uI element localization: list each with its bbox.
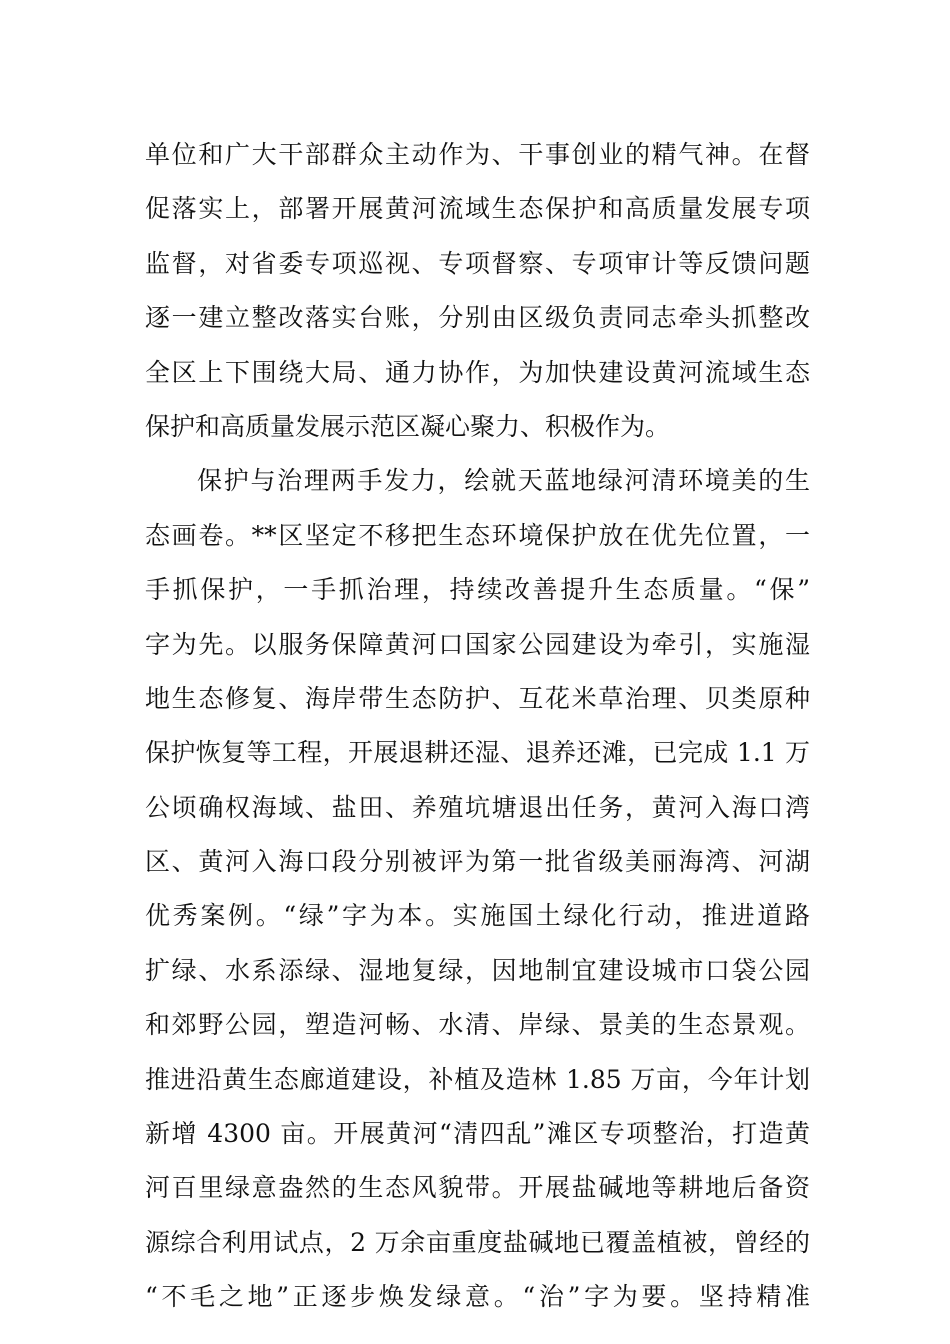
body-text — [145, 128, 810, 1325]
text-line: 态画卷。**区坚定不移把生态环境保护放在优先位置，一 — [145, 520, 810, 550]
text-line: 字为先。以服务保障黄河口国家公园建设为牵引，实施湿 — [145, 629, 810, 659]
text-line: 优秀案例。“绿”字为本。实施国土绿化行动，推进道路 — [145, 901, 810, 931]
text-line: 新增 4300 亩。开展黄河“清四乱”滩区专项整治，打造黄 — [145, 1119, 810, 1149]
text-line: 单位和广大干部群众主动作为、干事创业的精气神。在督 — [145, 140, 810, 169]
text-line: “不毛之地”正逐步焕发绿意。“治”字为要。坚持精准 — [145, 1282, 810, 1312]
text-line: 扩绿、水系添绿、湿地复绿，因地制宜建设城市口袋公园 — [145, 955, 810, 985]
text-line: 推进沿黄生态廊道建设，补植及造林 1.85 万亩，今年计划 — [145, 1064, 810, 1094]
text-line: 全区上下围绕大局、通力协作，为加快建设黄河流域生态 — [145, 357, 810, 387]
text-line: 和郊野公园，塑造河畅、水清、岸绿、景美的生态景观。 — [145, 1010, 810, 1040]
text-line: 源综合利用试点，2 万余亩重度盐碱地已覆盖植被，曾经的 — [145, 1227, 810, 1257]
text-line-paragraph-start: 保护与治理两手发力，绘就天蓝地绿河清环境美的生 — [197, 466, 810, 496]
text-line: 地生态修复、海岸带生态防护、互花米草治理、贝类原种 — [145, 683, 810, 713]
text-line: 保护和高质量发展示范区凝心聚力、积极作为。 — [145, 411, 671, 441]
text-line: 公顷确权海域、盐田、养殖坑塘退出任务，黄河入海口湾 — [145, 792, 810, 822]
text-line: 监督，对省委专项巡视、专项督察、专项审计等反馈问题 — [145, 248, 810, 278]
text-line: 促落实上，部署开展黄河流域生态保护和高质量发展专项 — [145, 194, 810, 224]
text-line: 保护恢复等工程，开展退耕还湿、退养还滩，已完成 1.1 万 — [145, 738, 810, 768]
text-line: 河百里绿意盎然的生态风貌带。开展盐碱地等耕地后备资 — [145, 1173, 810, 1203]
text-line: 手抓保护，一手抓治理，持续改善提升生态质量。“保” — [145, 575, 810, 605]
text-line: 区、黄河入海口段分别被评为第一批省级美丽海湾、河湖 — [145, 847, 810, 877]
text-line: 逐一建立整改落实台账，分别由区级负责同志牵头抓整改 — [145, 303, 810, 333]
